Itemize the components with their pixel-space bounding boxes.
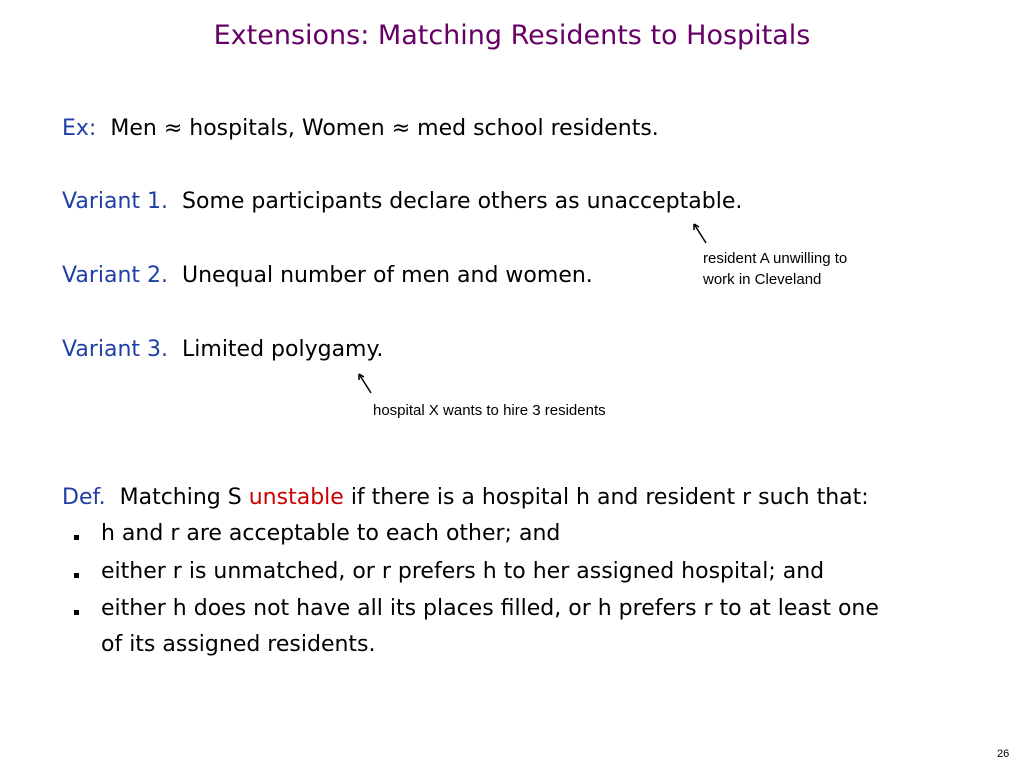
- variant-3-label: Variant 3.: [62, 337, 169, 362]
- variant-3-text: Limited polygamy.: [182, 337, 384, 362]
- page-number: 26: [997, 748, 1010, 760]
- definition-bullet-3-continuation: of its assigned residents.: [101, 632, 376, 657]
- variant-2-label: Variant 2.: [62, 263, 169, 288]
- variant-2-text: Unequal number of men and women.: [182, 263, 593, 288]
- resident-note-arrow-icon: [688, 220, 712, 246]
- example-men: Men: [110, 116, 157, 141]
- definition-prefix: Matching S: [119, 485, 242, 510]
- approx-symbol-2: ≈: [391, 116, 411, 141]
- hospital-note: hospital X wants to hire 3 residents: [373, 402, 606, 419]
- example-label: Ex:: [62, 116, 97, 141]
- definition-line: [62, 484, 869, 512]
- definition-bullet-2: either r is unmatched, or r prefers h to her assigned hospital; and: [101, 559, 825, 584]
- resident-note: [703, 248, 847, 290]
- bullet-icon: [74, 610, 79, 615]
- variant-1-label: Variant 1.: [62, 189, 169, 214]
- resident-note-line-2: work in Cleveland: [703, 271, 822, 288]
- variant-1: [62, 188, 742, 216]
- definition-label: Def.: [62, 485, 106, 510]
- example-hospitals: hospitals, Women: [189, 116, 385, 141]
- resident-note-line-1: resident A unwilling to: [703, 250, 848, 267]
- hospital-note-arrow-icon: [353, 370, 377, 396]
- example-residents: med school residents.: [417, 116, 659, 141]
- example-line: [62, 115, 659, 143]
- bullet-icon: [74, 573, 79, 578]
- bullet-icon: [74, 535, 79, 540]
- variant-1-text: Some participants declare others as unacceptable.: [182, 189, 743, 214]
- definition-bullet-3: either h does not have all its places filled, or h prefers r to at least one: [101, 596, 879, 621]
- approx-symbol-1: ≈: [163, 116, 183, 141]
- variant-2: [62, 262, 593, 290]
- slide-title: Extensions: Matching Residents to Hospitals: [213, 20, 811, 51]
- definition-highlight: unstable: [248, 485, 344, 510]
- definition-suffix: if there is a hospital h and resident r such that:: [350, 485, 869, 510]
- definition-bullet-1: h and r are acceptable to each other; and: [101, 521, 561, 546]
- variant-3: [62, 336, 383, 364]
